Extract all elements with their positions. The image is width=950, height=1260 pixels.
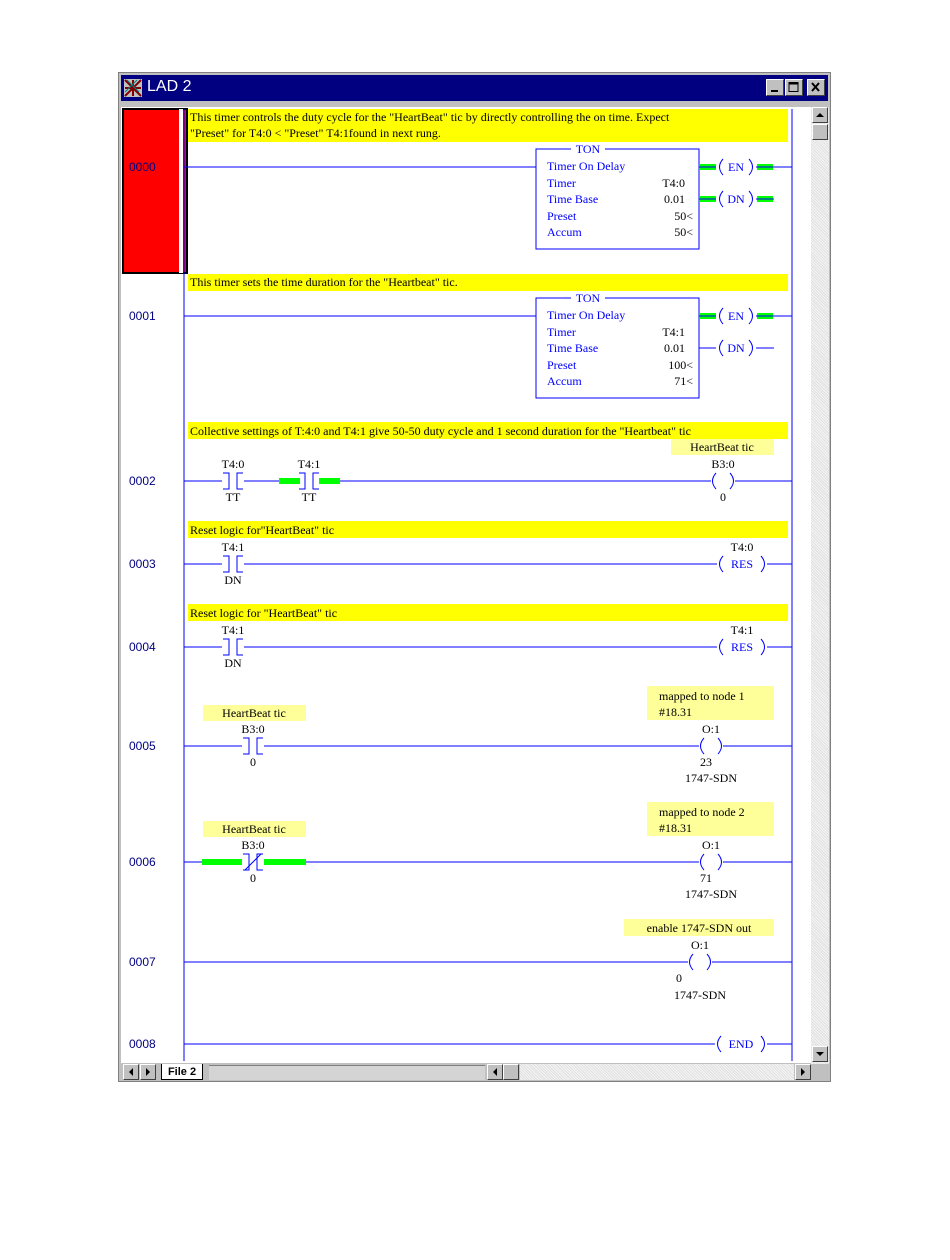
end-label: END (728, 1037, 754, 1051)
contact-bit: 0 (250, 871, 256, 885)
contact-address: T4:1 (221, 540, 245, 554)
rung-number[interactable]: 0001 (129, 309, 156, 323)
contact-address: B3:0 (241, 838, 265, 852)
coil-type: RES (730, 557, 754, 571)
preset-label: Preset (547, 209, 577, 223)
horizontal-scrollbar[interactable] (520, 1064, 794, 1080)
hscroll-right-button[interactable] (795, 1064, 811, 1080)
rung-number[interactable]: 0003 (129, 557, 156, 571)
accum-label: Accum (547, 225, 582, 239)
contact-address: T4:1 (297, 457, 321, 471)
dn-label: DN (727, 192, 745, 206)
accum-value: 50< (674, 225, 693, 239)
coil-description: #18.31 (659, 821, 692, 835)
en-label: EN (728, 309, 744, 323)
contact-description: HeartBeat tic (222, 822, 286, 836)
time-base-value: 0.01 (664, 341, 685, 355)
preset-value: 50< (674, 209, 693, 223)
ton-header: TON (575, 291, 601, 305)
xic-contact[interactable] (222, 540, 245, 587)
coil-module: 1747-SDN (684, 887, 738, 901)
timer-label: Timer (547, 325, 576, 339)
time-base-label: Time Base (547, 341, 599, 355)
accum-value: 71< (674, 374, 693, 388)
contact-description: HeartBeat tic (222, 706, 286, 720)
time-base-label: Time Base (547, 192, 599, 206)
scroll-thumb[interactable] (812, 124, 828, 140)
rung-number[interactable]: 0005 (129, 739, 156, 753)
ton-name: Timer On Delay (547, 159, 626, 173)
arrow-down-icon (813, 1047, 827, 1061)
timer-address: T4:1 (662, 325, 685, 339)
coil-address: O:1 (702, 838, 720, 852)
preset-value: 100< (668, 358, 693, 372)
preset-label: Preset (547, 358, 577, 372)
coil-address: T4:0 (730, 540, 754, 554)
coil-description: #18.31 (659, 705, 692, 719)
accum-label: Accum (547, 374, 582, 388)
en-label: EN (728, 160, 744, 174)
dn-label: DN (727, 341, 745, 355)
coil-address: O:1 (691, 938, 709, 952)
contact-bit: TT (225, 490, 241, 504)
contact-address: T4:1 (221, 623, 245, 637)
coil-address: O:1 (702, 722, 720, 736)
time-base-value: 0.01 (664, 192, 685, 206)
scroll-down-button[interactable] (812, 1046, 828, 1062)
rung-number[interactable]: 0007 (129, 955, 156, 969)
hscroll-thumb[interactable] (503, 1064, 519, 1080)
scroll-up-button[interactable] (812, 107, 828, 123)
tab-scroll-left-button[interactable] (123, 1064, 139, 1080)
arrow-up-icon (813, 108, 827, 122)
rung-comment: Collective settings of T:4:0 and T4:1 give 50-50 duty cycle and 1 second duration for the "Heartbeat" tic (190, 424, 691, 438)
contact-bit: TT (301, 490, 317, 504)
contact-bit: DN (224, 573, 242, 587)
coil-bit: 0 (720, 490, 726, 504)
timer-on-delay-block[interactable] (536, 291, 699, 398)
rung-comment: This timer sets the time duration for the "Heartbeat" tic. (190, 275, 458, 289)
hscroll-left-button[interactable] (487, 1064, 503, 1080)
arrow-right-icon (141, 1065, 155, 1079)
selected-rung-marker[interactable] (123, 109, 187, 273)
timer-on-delay-block[interactable] (536, 142, 699, 249)
arrow-right-icon (796, 1065, 810, 1079)
horizontal-bar (121, 1063, 811, 1081)
timer-label: Timer (547, 176, 576, 190)
ladder-view (119, 73, 830, 1081)
ton-header: TON (575, 142, 601, 156)
coil-bit: 0 (676, 971, 682, 985)
contact-bit: DN (224, 656, 242, 670)
rung-comment: Reset logic for "HeartBeat" tic (190, 606, 338, 620)
coil-module: 1747-SDN (673, 988, 727, 1002)
ladder-window (118, 72, 831, 1082)
rung-number[interactable]: 0006 (129, 855, 156, 869)
timer-address: T4:0 (662, 176, 685, 190)
coil-type: RES (730, 640, 754, 654)
rung-number[interactable]: 0004 (129, 640, 156, 654)
rung-number[interactable]: 0000 (129, 160, 156, 174)
rung-number[interactable]: 0002 (129, 474, 156, 488)
coil-bit: 71 (700, 871, 712, 885)
coil-address: B3:0 (711, 457, 735, 471)
end-rung[interactable] (715, 1036, 767, 1052)
vertical-scrollbar[interactable] (811, 107, 829, 1064)
coil-module: 1747-SDN (684, 771, 738, 785)
rung-number[interactable]: 0008 (129, 1037, 156, 1051)
ton-name: Timer On Delay (547, 308, 626, 322)
contact-address: T4:0 (221, 457, 245, 471)
arrow-left-icon (124, 1065, 138, 1079)
coil-description: HeartBeat tic (690, 440, 754, 454)
tab-scroll-right-button[interactable] (140, 1064, 156, 1080)
tab-file-2[interactable]: File 2 (161, 1064, 203, 1080)
rung-comment: "Preset" for T4:0 < "Preset" T4:1found in next rung. (190, 126, 441, 140)
rung-comment: This timer controls the duty cycle for the "HeartBeat" tic by directly controlling the on time. Expect (190, 110, 670, 124)
rung-comment: Reset logic for"HeartBeat" tic (190, 523, 335, 537)
coil-address: T4:1 (730, 623, 754, 637)
coil-bit: 23 (700, 755, 712, 769)
window-title: LAD 2 (147, 78, 192, 95)
coil-description: mapped to node 1 (659, 689, 745, 703)
arrow-left-icon (488, 1065, 502, 1079)
coil-description: enable 1747-SDN out (646, 921, 752, 935)
contact-bit: 0 (250, 755, 256, 769)
coil-description: mapped to node 2 (659, 805, 745, 819)
contact-address: B3:0 (241, 722, 265, 736)
xic-contact[interactable] (222, 623, 245, 670)
